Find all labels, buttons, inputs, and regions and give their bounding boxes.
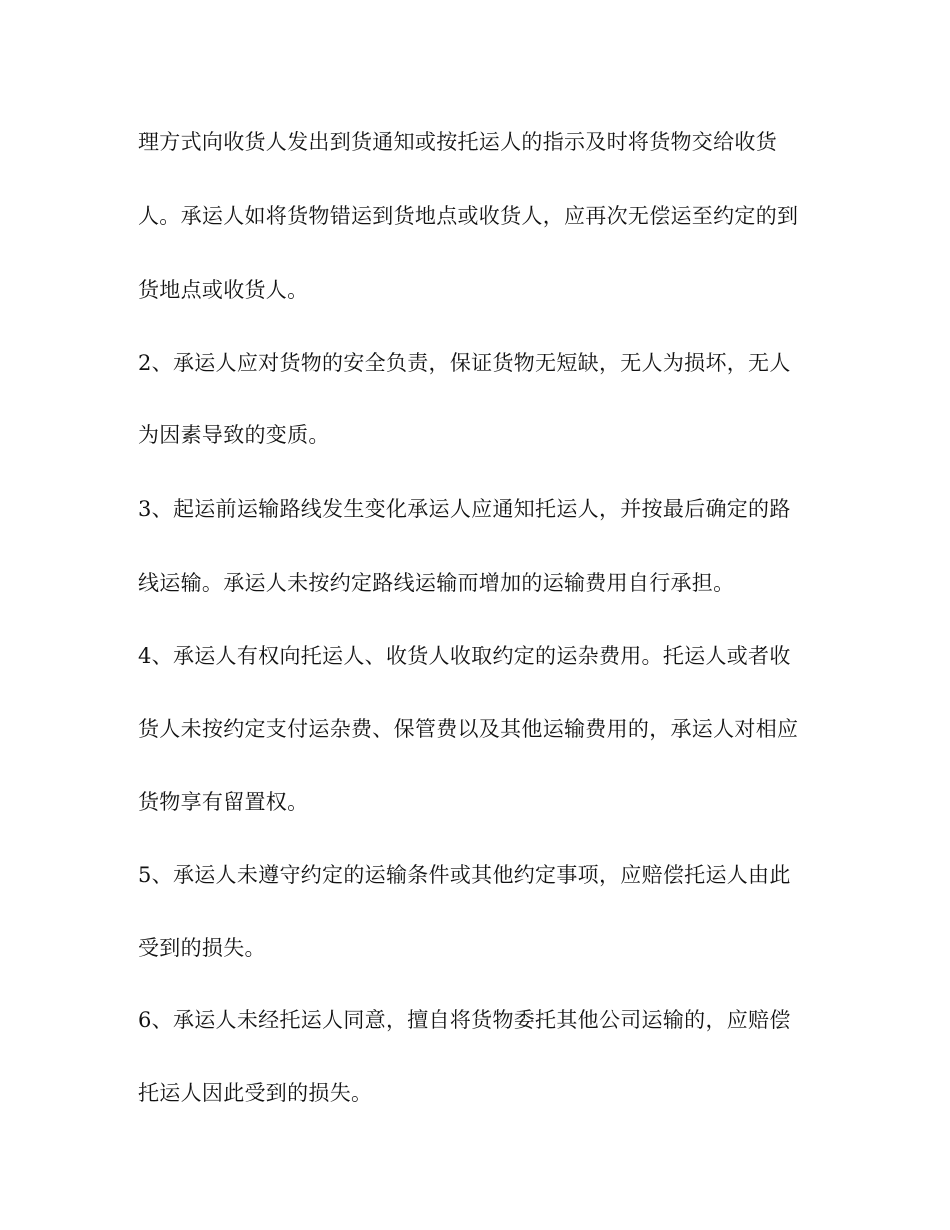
text-line: 3、起运前运输路线发生变化承运人应通知托运人，并按最后确定的路 [138,497,791,521]
text-line: 货地点或收货人。 [138,278,309,302]
text-line: 4、承运人有权向托运人、收货人收取约定的运杂费用。托运人或者收 [138,644,791,668]
text-line: 2、承运人应对货物的安全负责，保证货物无短缺，无人为损坏，无人 [138,351,791,375]
text-line: 为因素导致的变质。 [138,423,330,447]
text-line: 托运人因此受到的损失。 [138,1081,373,1105]
text-line: 5、承运人未遵守约定的运输条件或其他约定事项，应赔偿托运人由此 [138,863,791,887]
text-line: 理方式向收货人发出到货通知或按托运人的指示及时将货物交给收货 [138,130,777,154]
text-line: 人。承运人如将货物错运到货地点或收货人，应再次无偿运至约定的到 [138,204,799,228]
text-line: 6、承运人未经托运人同意，擅自将货物委托其他公司运输的，应赔偿 [138,1008,791,1032]
text-line: 货物享有留置权。 [138,790,309,814]
text-line: 货人未按约定支付运杂费、保管费以及其他运输费用的，承运人对相应 [138,717,799,741]
text-line: 受到的损失。 [138,936,266,960]
text-line: 线运输。承运人未按约定路线运输而增加的运输费用自行承担。 [138,571,735,595]
